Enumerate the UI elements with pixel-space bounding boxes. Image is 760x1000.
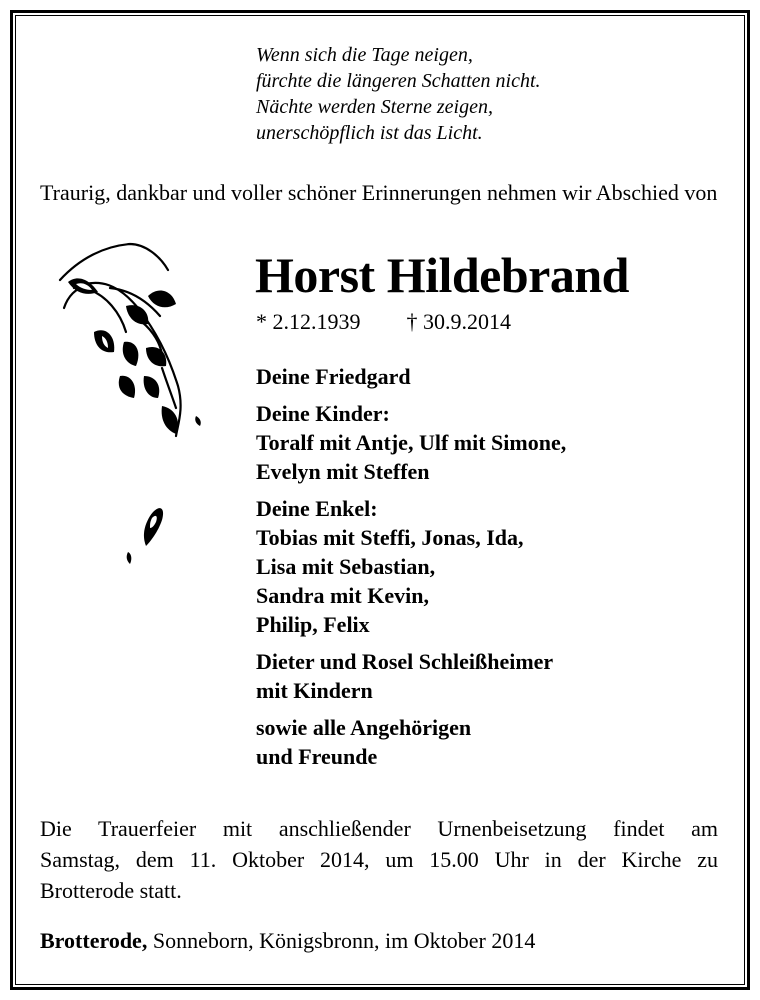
poem-line: fürchte die längeren Schatten nicht. (256, 70, 541, 92)
notice-line: Die Trauerfeier mit anschließender Urnenbeisetzung findet am (40, 816, 718, 841)
notice-line: Brotterode statt. (40, 878, 182, 903)
mourner-line: sowie alle Angehörigen (256, 715, 472, 740)
mourner-group (256, 399, 726, 486)
place-and-date (40, 926, 535, 955)
place-main: Brotterode, (40, 928, 148, 953)
poem (256, 42, 676, 146)
deceased-name: Horst Hildebrand (255, 247, 629, 303)
mourner-line: Dieter und Rosel Schleißheimer (256, 649, 554, 674)
mourner-line: Deine Kinder: (256, 401, 390, 426)
mourner-line: Philip, Felix (256, 612, 370, 637)
death-date: † 30.9.2014 (406, 309, 511, 334)
intro-text: Traurig, dankbar und voller schöner Erinnerungen nehmen wir Abschied von (40, 180, 718, 205)
poem-line: unerschöpflich ist das Licht. (256, 122, 483, 144)
mourner-line: Tobias mit Steffi, Jonas, Ida, (256, 525, 524, 550)
mourner-group (256, 362, 726, 391)
mourner-line: Sandra mit Kevin, (256, 583, 429, 608)
mourner-line: mit Kindern (256, 678, 373, 703)
mourner-group (256, 494, 726, 639)
mourner-line: und Freunde (256, 744, 378, 769)
mourner-line: Deine Friedgard (256, 364, 411, 389)
mourners-list (256, 362, 726, 779)
mourner-line: Toralf mit Antje, Ulf mit Simone, (256, 430, 567, 455)
birth-date: * 2.12.1939 (256, 309, 361, 334)
funeral-notice (40, 813, 718, 906)
mourner-line: Deine Enkel: (256, 496, 378, 521)
poem-line: Nächte werden Sterne zeigen, (256, 96, 493, 118)
birch-branch-illustration (50, 236, 220, 576)
mourner-line: Evelyn mit Steffen (256, 459, 430, 484)
mourner-group (256, 713, 726, 771)
notice-line: Samstag, dem 11. Oktober 2014, um 15.00 Uhr in der Kirche zu (40, 847, 718, 872)
poem-line: Wenn sich die Tage neigen, (256, 44, 473, 66)
mourner-line: Lisa mit Sebastian, (256, 554, 436, 579)
life-dates (256, 308, 511, 336)
mourner-group (256, 647, 726, 705)
place-rest: Sonneborn, Königsbronn, im Oktober 2014 (147, 928, 536, 953)
